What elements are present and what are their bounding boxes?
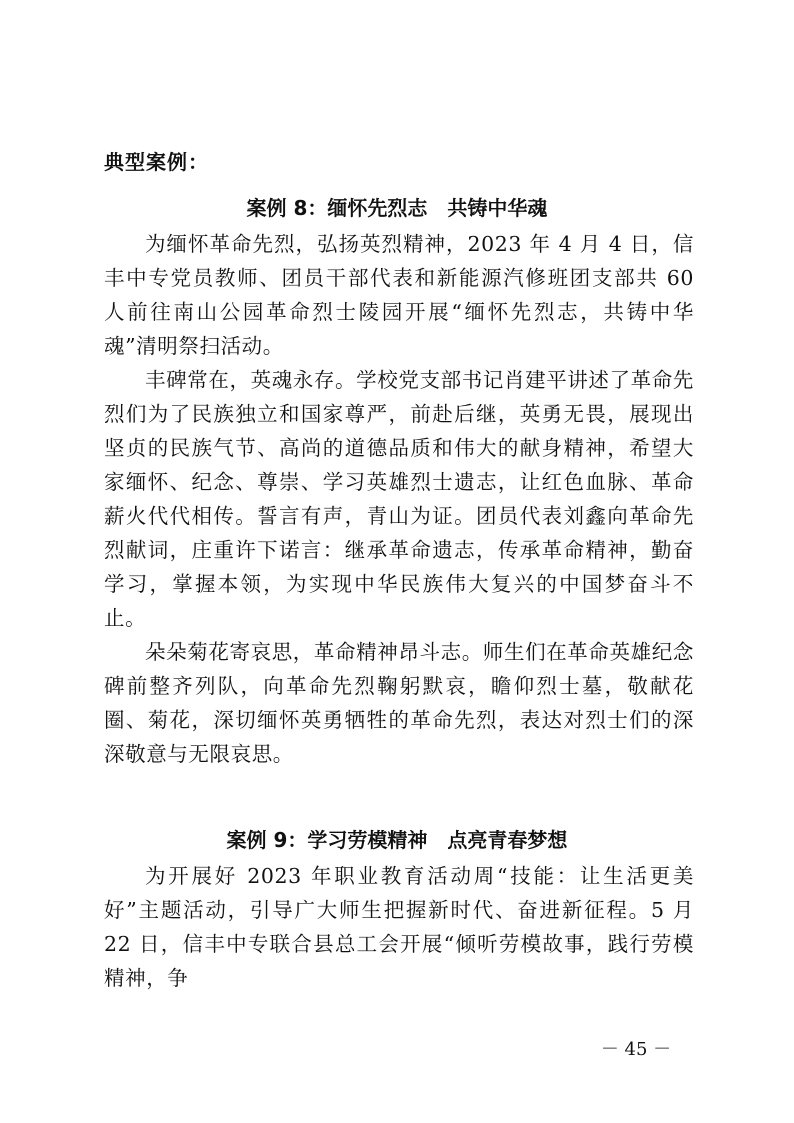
case9-paragraph-1: 为开展好 2023 年职业教育活动周“技能：让生活更美好”主题活动，引导广大师生把握新时代、奋进新征程。5 月 22 日，信丰中专联合县总工会开展“倾听劳模故事，践行劳模精神，争	[104, 864, 694, 990]
case8-paragraph-2: 丰碑常在，英魂永存。学校党支部书记肖建平讲述了革命先烈们为了民族独立和国家尊严，前赴后继，英勇无畏，展现出坚贞的民族气节、高尚的道德品质和伟大的献身精神，希望大家缅怀、纪念、尊崇、学习英雄烈士遗志，让红色血脉、革命薪火代代相传。誓言有声，青山为证。团员代表刘鑫向革命先烈献词，庄重许下诺言：继承革命遗志，传承革命精神，勤奋学习，掌握本领，为实现中华民族伟大复兴的中国梦奋斗不止。	[104, 368, 694, 630]
case8-paragraph-1: 为缅怀革命先烈，弘扬英烈精神，2023 年 4 月 4 日，信丰中专党员教师、团员干部代表和新能源汽修班团支部共 60 人前往南山公园革命烈士陵园开展“缅怀先烈志，共铸中华魂”清明祭扫活动。	[104, 232, 694, 358]
case9-title: 案例 9：学习劳模精神 点亮青春梦想	[226, 828, 568, 852]
case8-title: 案例 8：缅怀先烈志 共铸中华魂	[246, 196, 548, 220]
case8-paragraph-3: 朵朵菊花寄哀思，革命精神昂斗志。师生们在革命英雄纪念碑前整齐列队，向革命先烈鞠躬默哀，瞻仰烈士墓，敬献花圈、菊花，深切缅怀英勇牺牲的革命先烈，表达对烈士们的深深敬意与无限哀思。	[104, 640, 694, 766]
page-number: － 45 －	[600, 1039, 672, 1060]
section-label: 典型案例：	[104, 150, 209, 174]
